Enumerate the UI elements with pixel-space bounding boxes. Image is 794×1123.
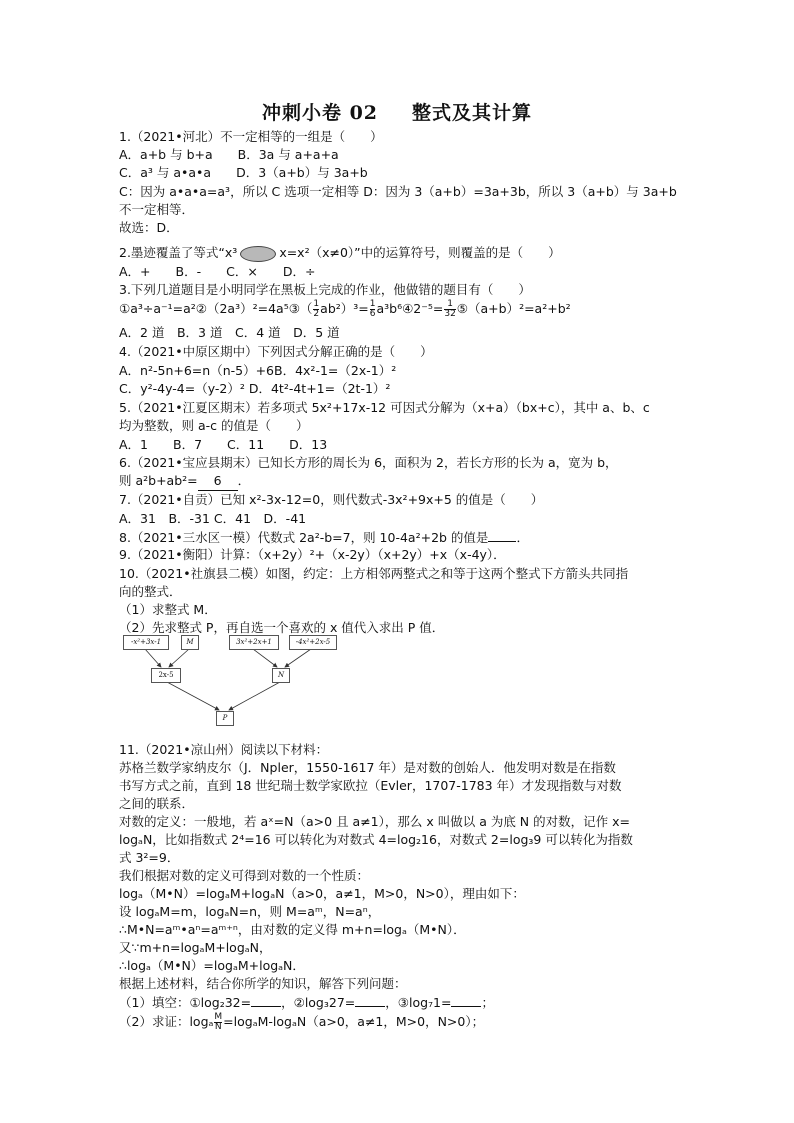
q10-part-1: （1）求整式 M． — [119, 602, 217, 617]
q1-explanation-1: C：因为 a•a•a=a³，所以 C 选项一定相等 D：因为 3（a+b）=3a+3b，所以 3（a+b）与 3a+b — [119, 184, 677, 199]
q3-item-1-2: ①a³÷a⁻¹=a²②（2a³）²=4a⁵③（ — [119, 301, 313, 316]
q11-part-1: （1）填空：①log₂32= ，②log₃27= ，③log₇1= ； — [119, 995, 494, 1010]
q8-stem: 8.（2021•三水区一模）代数式 2a²-b=7，则 10-4a²+2b 的值是 ． — [119, 530, 529, 545]
q1-answer: 故选：D． — [119, 220, 179, 235]
q6-stem-2-pre: 则 a²b+ab²= — [119, 473, 198, 488]
q11-step-1: logₐ（M•N）=logₐM+logₐN（a>0，a≠1，M>0，N>0），理由如下： — [119, 886, 525, 901]
q4-stem: 4.（2021•中原区期中）下列因式分解正确的是（ ） — [119, 344, 433, 359]
arrow-mid2-bottom — [229, 682, 280, 710]
q11-property-intro: 我们根据对数的定义可得到对数的一个性质： — [119, 868, 370, 883]
q3-fraction-1: $\frac{1}{2}$ — [313, 299, 320, 319]
q3-items — [119, 300, 571, 319]
q1-options-ab — [119, 146, 339, 164]
q5-stem-2: 均为整数，则 a-c 的值是（ ） — [119, 418, 309, 433]
q11-definition-1: 对数的定义：一般地，若 aˣ=N（a>0 且 a≠1），那么 x 叫做以 a 为底 N 的对数，记作 x= — [119, 814, 630, 829]
q11-stem: 11.（2021•凉山州）阅读以下材料： — [119, 742, 329, 757]
q11-blank-1 — [251, 993, 281, 1007]
q3-item-5: ⑤（a+b）²=a²+b² — [456, 301, 571, 316]
q1-option-d: D．3（a+b）与 3a+b — [236, 165, 368, 180]
q11-definition-2: logₐN，比如指数式 2⁴=16 可以转化为对数式 4=log₂16，对数式 2=log₃9 可以转化为指数 — [119, 832, 633, 847]
arrow-b1-mid1 — [145, 649, 161, 667]
q3-fraction-2: $\frac{1}{6}$ — [369, 299, 376, 319]
q10-stem-2: 向的整式． — [119, 584, 182, 599]
q10-diagram — [119, 631, 379, 731]
q2-stem-post: x=x²（x≠0）”中的运算符号，则覆盖的是（ ） — [279, 245, 561, 260]
q11-step-3: ∴M•N=aᵐ•aⁿ=aᵐ⁺ⁿ，由对数的定义得 m+n=logₐ（M•N）． — [119, 922, 466, 937]
q1-stem: 1.（2021•河北）不一定相等的一组是（ ） — [119, 129, 383, 144]
q6-stem-2: 则 a²b+ab²= 6 ． — [119, 472, 250, 491]
arrow-mid1-bottom — [167, 682, 219, 710]
q5-stem-1: 5.（2021•江夏区期末）若多项式 5x²+17x-12 可因式分解为（x+a）（bx+c），其中 a、b、c — [119, 400, 650, 415]
q5-options: A．1 B．7 C．11 D．13 — [119, 437, 328, 452]
diagram-box-p: P — [216, 711, 234, 726]
arrow-b3-mid2 — [253, 649, 277, 667]
title-left: 冲刺小卷 02 — [261, 102, 379, 124]
q7-options: A．31 B．-31 C．41 D．-41 — [119, 511, 307, 526]
ink-blot-icon — [240, 246, 276, 262]
q7-stem: 7.（2021•自贡）已知 x²-3x-12=0，则代数式-3x²+9x+5 的值是（ ） — [119, 492, 544, 507]
q2-options: A．+ B．- C．× D．÷ — [119, 264, 316, 279]
diagram-box-mid-1: 2x-5 — [151, 668, 181, 683]
q3-options: A．2 道 B．3 道 C．4 道 D．5 道 — [119, 325, 340, 340]
q1-explanation-2: 不一定相等． — [119, 202, 195, 217]
q2-stem — [119, 244, 561, 262]
page-title — [0, 98, 794, 125]
q11-task: 根据上述材料，结合你所学的知识，解答下列问题： — [119, 976, 407, 991]
q11-part-2: （2）求证：logₐ $\frac{M}{N}$ =logₐM-logₐN（a>0，a≠1，M>0，N>0）； — [119, 1012, 485, 1032]
diagram-box-n: N — [272, 668, 290, 683]
q2-stem-pre: 2.墨迹覆盖了等式“x³ — [119, 245, 238, 260]
q11-material-3: 之间的联系． — [119, 796, 195, 811]
q6-stem-1: 6.（2021•宝应县期末）已知长方形的周长为 6，面积为 2，若长方形的长为 a，宽为 b， — [119, 455, 618, 470]
arrow-b2-mid1 — [169, 649, 189, 667]
q1-option-b: B．3a 与 a+a+a — [237, 147, 339, 162]
diagram-box-1: -x²+3x-1 — [123, 635, 169, 650]
q3-item-4: a³b⁶④2⁻⁵= — [376, 301, 444, 316]
diagram-box-3: 3x²+2x+1 — [229, 635, 279, 650]
diagram-box-4: -4x²+2x-5 — [289, 635, 337, 650]
q11-material-2: 书写方式之前，直到 18 世纪瑞士数学家欧拉（Evler，1707-1783 年）才发现指数与对数 — [119, 778, 622, 793]
q1-options-cd — [119, 164, 368, 182]
q11-step-4: 又∵m+n=logₐM+logₐN， — [119, 940, 272, 955]
q8-answer-blank — [488, 528, 516, 542]
title-right: 整式及其计算 — [412, 102, 533, 124]
q11-step-2: 设 logₐM=m，logₐN=n，则 M=aᵐ，N=aⁿ， — [119, 904, 381, 919]
q11-fraction: $\frac{M}{N}$ — [214, 1012, 223, 1032]
q11-blank-2 — [355, 993, 385, 1007]
q4-options-ab: A．n²-5n+6=n（n-5）+6B．4x²-1=（2x-1）² — [119, 363, 397, 378]
q11-material-1: 苏格兰数学家纳皮尔（J．Npler，1550-1617 年）是对数的创始人．他发明对数是在指数 — [119, 760, 616, 775]
q8-stem-text: 8.（2021•三水区一模）代数式 2a²-b=7，则 10-4a²+2b 的值是 — [119, 530, 489, 545]
q11-definition-3: 式 3²=9． — [119, 850, 180, 865]
diagram-box-m: M — [181, 635, 199, 650]
q1-option-c: C．a³ 与 a•a•a — [119, 165, 212, 180]
arrow-b4-mid2 — [285, 649, 311, 667]
q10-part-2: （2）先求整式 P，再自选一个喜欢的 x 值代入求出 P 值． — [119, 620, 445, 635]
q3-fraction-3: $\frac{1}{32}$ — [444, 299, 456, 319]
q11-blank-3 — [451, 993, 481, 1007]
q9-stem: 9.（2021•衡阳）计算：（x+2y）²+（x-2y）（x+2y）+x（x-4y）． — [119, 547, 506, 562]
q3-item-3: ab²）³= — [320, 301, 369, 316]
q6-answer-blank: 6 — [198, 472, 238, 491]
q4-options-cd: C．y²-4y-4=（y-2）² D．4t²-4t+1=（2t-1）² — [119, 381, 391, 396]
q10-stem-1: 10.（2021•社旗县二模）如图，约定：上方相邻两整式之和等于这两个整式下方箭头共同指 — [119, 566, 629, 581]
q1-option-a: A．a+b 与 b+a — [119, 147, 213, 162]
q3-stem: 3.下列几道题目是小明同学在黑板上完成的作业，他做错的题目有（ ） — [119, 282, 531, 297]
q11-step-5: ∴logₐ（M•N）=logₐM+logₐN． — [119, 958, 305, 973]
